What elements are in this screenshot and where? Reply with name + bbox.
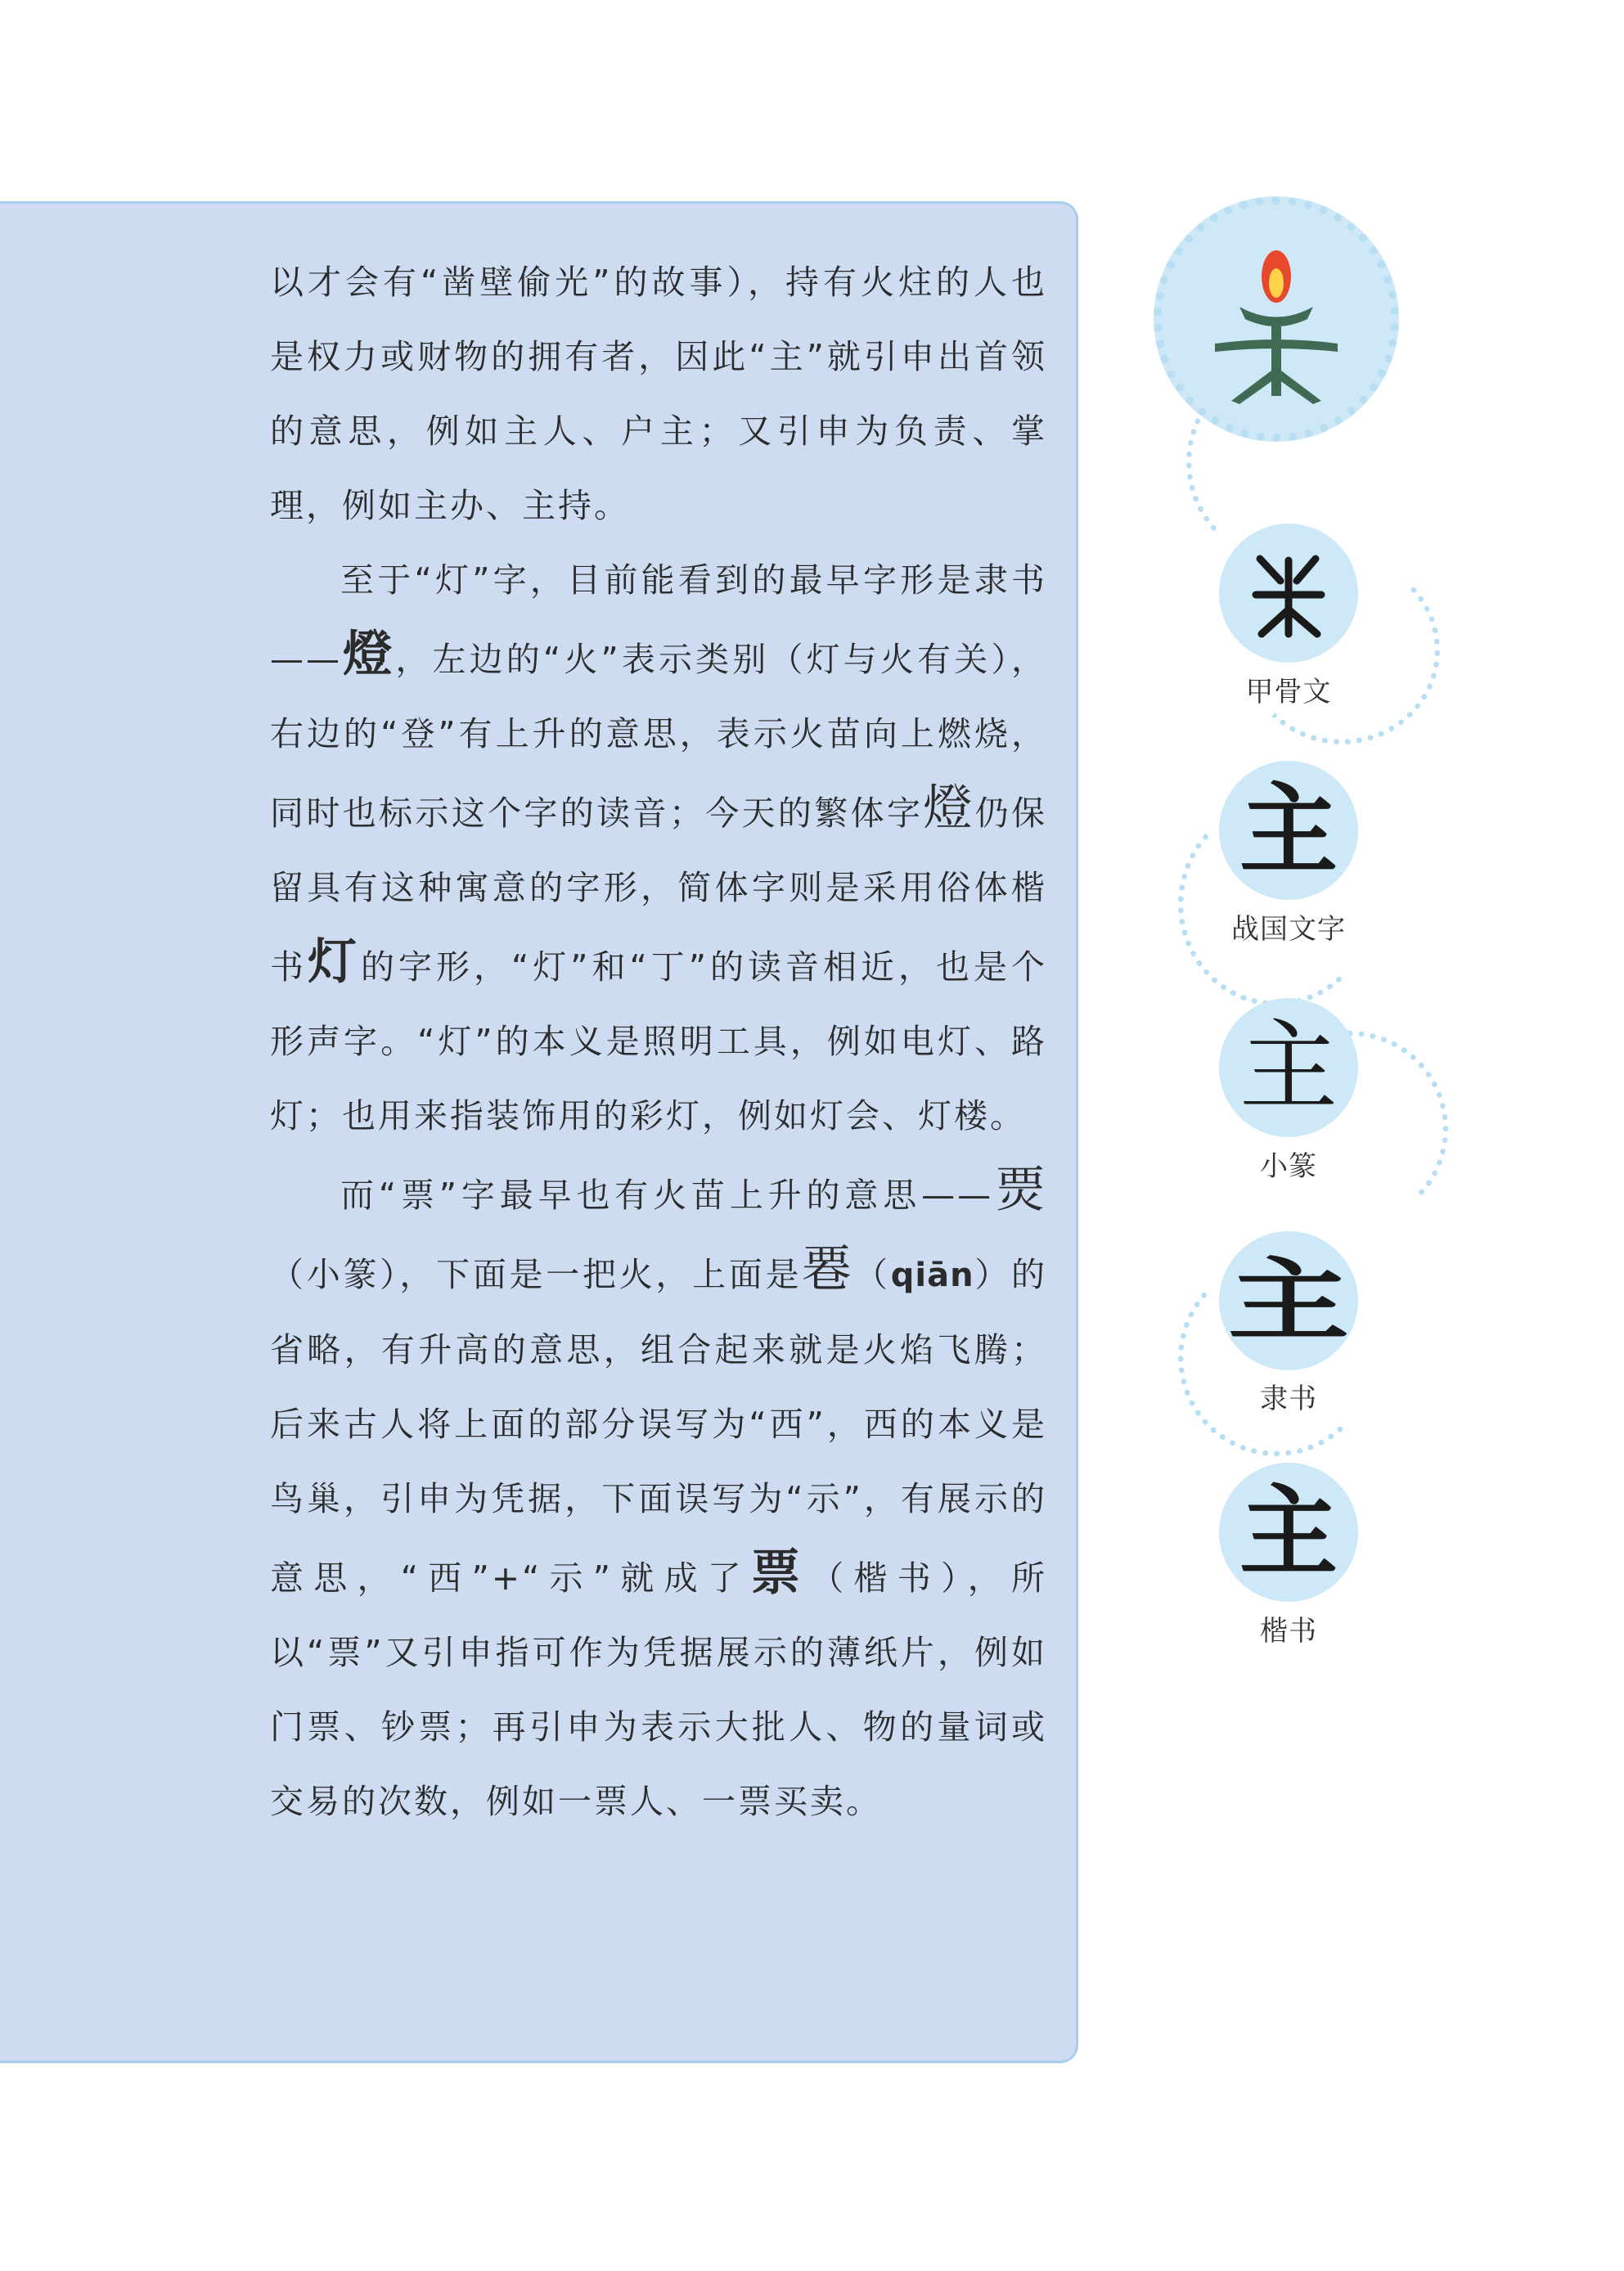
clerical-script-badge xyxy=(1219,1231,1358,1370)
p3-text-e: （ xyxy=(854,1255,891,1294)
xiaozhuan-piao-glyph: 㶾 xyxy=(993,1162,1048,1219)
clerical-script-glyph: 主 xyxy=(1227,1248,1350,1353)
qian-glyph: 䙴 xyxy=(802,1241,855,1298)
regular-script-badge xyxy=(1219,1463,1358,1602)
qian-pinyin: qiān xyxy=(890,1257,974,1294)
oracle-bone-badge xyxy=(1219,524,1358,663)
p2-text-e: 仍保留具有这种寓意的字形，简体字则是采用俗体楷书 xyxy=(270,794,1048,987)
oracle-bone-glyph-icon xyxy=(1244,544,1334,642)
p3-text-f: ）的省略，有升高的意思，组合起来就是火焰飞腾；后来古人将上面的部分误写为“西”，西的本义是鸟巢，引申为凭据，下面误写为“示”，有展示的意思，“西”+“示”就成了 xyxy=(270,1255,1048,1598)
regular-script-glyph: 主 xyxy=(1239,1474,1338,1590)
simplified-deng-glyph: 灯 xyxy=(308,933,362,991)
label-small-seal: 小篆 xyxy=(1260,1150,1317,1183)
lamp-illustration-badge xyxy=(1154,196,1399,442)
p3-text-c: （小篆），下面是一把火，上面是 xyxy=(270,1255,803,1294)
small-seal-glyph: 主 xyxy=(1239,1010,1338,1124)
kaishu-piao-glyph: 票 xyxy=(751,1545,811,1602)
warring-states-glyph: 主 xyxy=(1239,772,1338,888)
paragraph-2 xyxy=(270,543,1047,1153)
lishu-deng-glyph: 燈 xyxy=(342,626,396,683)
paragraph-3 xyxy=(270,1153,1047,1839)
p3-text-a: 而“票”字最早也有火苗上升的意思—— xyxy=(340,1176,994,1215)
paragraph-1: 以才会有“凿壁偷光”的故事），持有火炷的人也是权力或财物的拥有者，因此“主”就引申出首领的意思，例如主人、户主；又引申为负责、掌理，例如主办、主持。 xyxy=(270,263,1047,525)
p2-text-g: 的字形，“灯”和“丁”的读音相近，也是个形声字。“灯”的本义是照明工具，例如电灯、路灯；也用来指装饰用的彩灯，例如灯会、灯楼。 xyxy=(270,947,1048,1136)
label-clerical-script: 隶书 xyxy=(1260,1383,1317,1415)
p3-text-h: （楷书），所以“票”又引申指可作为凭据展示的薄纸片，例如门票、钞票；再引申为表示大批人、物的量词或交易的次数，例如一票人、一票买卖。 xyxy=(270,1558,1047,1821)
character-evolution xyxy=(1129,196,1473,1669)
label-regular-script: 楷书 xyxy=(1260,1615,1317,1648)
body-text xyxy=(270,245,1047,1839)
label-oracle-bone: 甲骨文 xyxy=(1245,676,1332,708)
small-seal-badge xyxy=(1219,998,1358,1137)
p2-text-c: ，左边的“火”表示类别（灯与火有关），右边的“登”有上升的意思，表示火苗向上燃烧，同时也标示这个字的读音；今天的繁体字 xyxy=(270,640,1048,833)
oil-lamp-icon xyxy=(1194,229,1358,409)
warring-states-badge xyxy=(1219,761,1358,900)
traditional-deng-glyph: 燈 xyxy=(923,780,975,837)
label-warring-states: 战国文字 xyxy=(1231,913,1346,946)
p2-text-a: 至于“灯”字，目前能看到的最早字形是隶书—— xyxy=(270,560,1047,679)
